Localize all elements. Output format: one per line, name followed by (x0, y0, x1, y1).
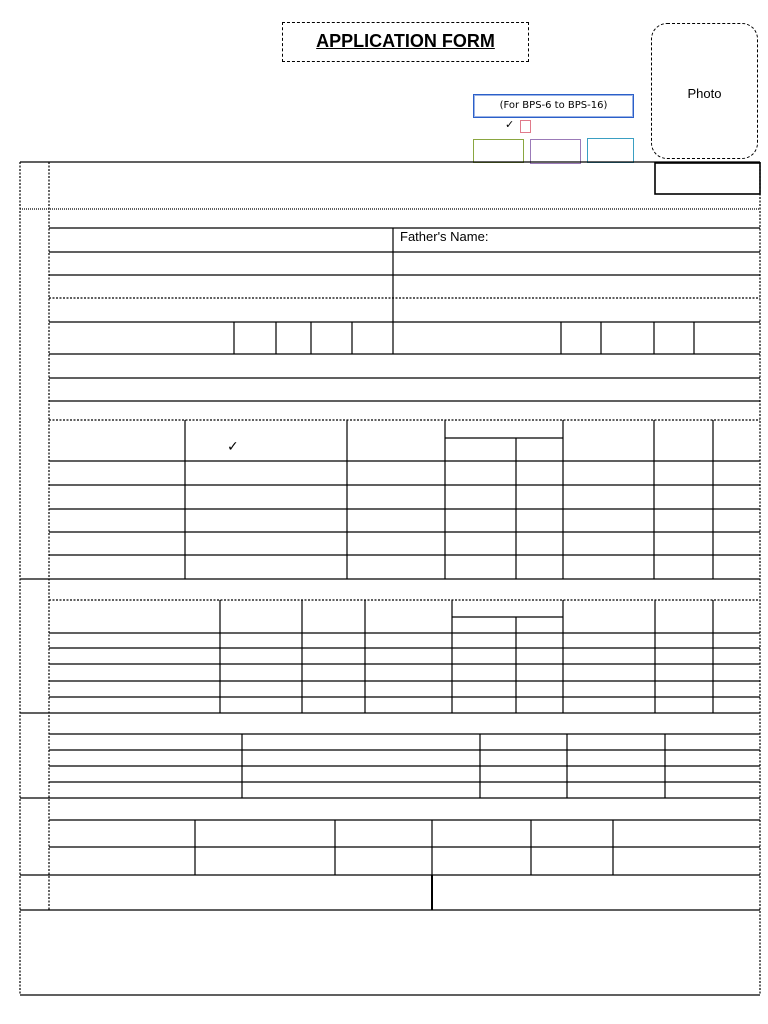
qualification-tick-mark: ✓ (227, 439, 239, 455)
bps-note: (For BPS-6 to BPS-16) (499, 100, 608, 111)
photo-label: Photo (687, 86, 722, 101)
form-title: APPLICATION FORM (316, 31, 495, 51)
fathers-name-label: Father's Name: (400, 229, 489, 244)
tick-mark: ✓ (505, 118, 515, 131)
